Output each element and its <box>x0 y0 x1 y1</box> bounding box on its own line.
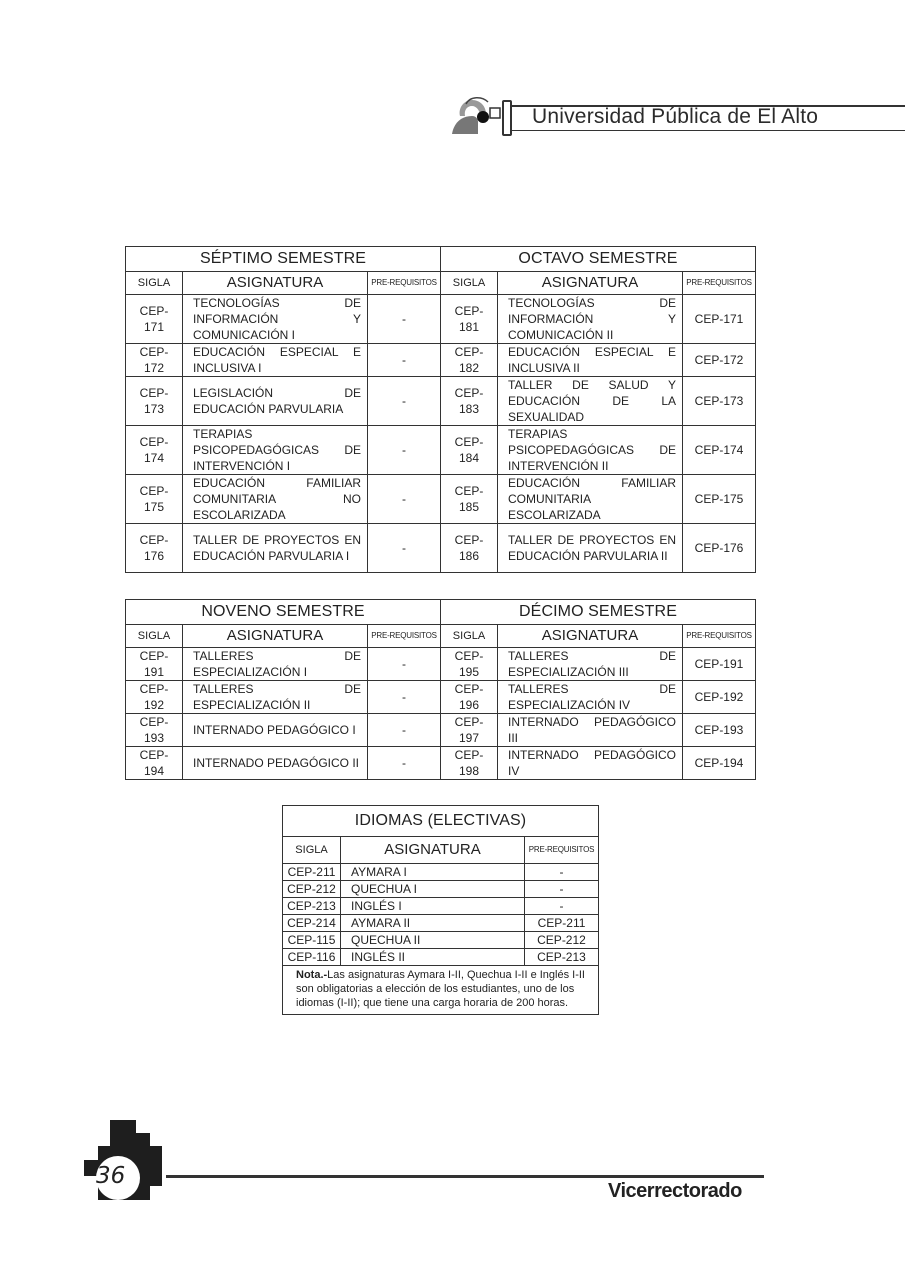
languages-table <box>282 805 599 1015</box>
course-code: CEP-186 <box>441 524 498 573</box>
table-row <box>126 714 756 747</box>
table-row <box>283 949 599 966</box>
table-row <box>283 915 599 932</box>
course-code: CEP-183 <box>441 377 498 426</box>
semester-title-left: SÉPTIMO SEMESTRE <box>126 247 441 272</box>
col-header-asignatura: ASIGNATURA <box>341 837 525 864</box>
col-header-sigla: SIGLA <box>283 837 341 864</box>
course-prereq: - <box>368 295 441 344</box>
page-header <box>450 92 905 142</box>
course-code: CEP-191 <box>126 648 183 681</box>
course-name: INGLÉS II <box>341 949 525 966</box>
semester-table-7-8 <box>125 246 756 573</box>
col-header-sigla: SIGLA <box>126 625 183 648</box>
course-name: TERAPIAS PSICOPEDAGÓGICAS DE INTERVENCIÓN I <box>183 426 368 475</box>
table-row <box>126 295 756 344</box>
course-name: TALLERES DE ESPECIALIZACIÓN IV <box>498 681 683 714</box>
course-prereq: - <box>368 524 441 573</box>
course-prereq: CEP-172 <box>683 344 756 377</box>
course-prereq: CEP-174 <box>683 426 756 475</box>
course-code: CEP-116 <box>283 949 341 966</box>
course-prereq: - <box>368 681 441 714</box>
course-prereq: - <box>525 881 599 898</box>
course-name: AYMARA II <box>341 915 525 932</box>
note-label: Nota.- <box>296 969 328 981</box>
course-name: TERAPIAS PSICOPEDAGÓGICAS DE INTERVENCIÓN II <box>498 426 683 475</box>
course-code: CEP-184 <box>441 426 498 475</box>
course-name: INGLÉS I <box>341 898 525 915</box>
course-code: CEP-115 <box>283 932 341 949</box>
course-name: INTERNADO PEDAGÓGICO I <box>183 714 368 747</box>
course-prereq: CEP-212 <box>525 932 599 949</box>
course-code: CEP-212 <box>283 881 341 898</box>
vicerrectorado-logo: Vicerrectorado <box>608 1180 742 1202</box>
course-code: CEP-211 <box>283 864 341 881</box>
course-prereq: CEP-213 <box>525 949 599 966</box>
course-code: CEP-175 <box>126 475 183 524</box>
col-header-sigla: SIGLA <box>126 272 183 295</box>
course-prereq: CEP-211 <box>525 915 599 932</box>
course-prereq: CEP-191 <box>683 648 756 681</box>
course-code: CEP-173 <box>126 377 183 426</box>
course-code: CEP-195 <box>441 648 498 681</box>
course-name: TECNOLOGÍAS DE INFORMACIÓN Y COMUNICACIÓN II <box>498 295 683 344</box>
course-code: CEP-194 <box>126 747 183 780</box>
col-header-asignatura: ASIGNATURA <box>498 272 683 295</box>
note-row <box>283 966 599 1015</box>
course-prereq: CEP-176 <box>683 524 756 573</box>
note-text: Las asignaturas Aymara I-II, Quechua I-II e Inglés I-II son obligatorias a elección de los estudiantes, uno de los idiomas (I-II); que tiene una carga horaria de 200 horas. <box>296 969 585 1009</box>
course-code: CEP-174 <box>126 426 183 475</box>
col-header-sigla: SIGLA <box>441 272 498 295</box>
course-name: INTERNADO PEDAGÓGICO III <box>498 714 683 747</box>
course-prereq: - <box>368 714 441 747</box>
col-header-asignatura: ASIGNATURA <box>183 272 368 295</box>
course-name: TALLERES DE ESPECIALIZACIÓN II <box>183 681 368 714</box>
table-row <box>126 681 756 714</box>
course-prereq: CEP-175 <box>683 475 756 524</box>
course-prereq: - <box>368 377 441 426</box>
page-number: 36 <box>96 1163 126 1189</box>
footer-rule <box>166 1175 764 1178</box>
semester-title-right: OCTAVO SEMESTRE <box>441 247 756 272</box>
course-name: QUECHUA I <box>341 881 525 898</box>
course-prereq: CEP-171 <box>683 295 756 344</box>
course-name: EDUCACIÓN FAMILIAR COMUNITARIA ESCOLARIZADA <box>498 475 683 524</box>
university-title: Universidad Pública de El Alto <box>532 105 819 128</box>
course-name: EDUCACIÓN FAMILIAR COMUNITARIA NO ESCOLARIZADA <box>183 475 368 524</box>
course-code: CEP-181 <box>441 295 498 344</box>
course-name: INTERNADO PEDAGÓGICO IV <box>498 747 683 780</box>
table-row <box>126 648 756 681</box>
course-name: EDUCACIÓN ESPECIAL E INCLUSIVA II <box>498 344 683 377</box>
table-row <box>126 524 756 573</box>
course-name: TECNOLOGÍAS DE INFORMACIÓN Y COMUNICACIÓN I <box>183 295 368 344</box>
course-code: CEP-185 <box>441 475 498 524</box>
course-code: CEP-198 <box>441 747 498 780</box>
col-header-prereq: PRE-REQUISITOS <box>368 625 441 648</box>
course-name: TALLER DE SALUD Y EDUCACIÓN DE LA SEXUALIDAD <box>498 377 683 426</box>
course-prereq: CEP-193 <box>683 714 756 747</box>
course-name: TALLERES DE ESPECIALIZACIÓN III <box>498 648 683 681</box>
table-row <box>126 475 756 524</box>
languages-note <box>283 966 599 1015</box>
course-prereq: CEP-173 <box>683 377 756 426</box>
course-name: EDUCACIÓN ESPECIAL E INCLUSIVA I <box>183 344 368 377</box>
course-prereq: CEP-194 <box>683 747 756 780</box>
course-code: CEP-214 <box>283 915 341 932</box>
table-row <box>126 344 756 377</box>
col-header-prereq: PRE-REQUISITOS <box>368 272 441 295</box>
course-prereq: - <box>368 648 441 681</box>
course-name: QUECHUA II <box>341 932 525 949</box>
semester-title-left: NOVENO SEMESTRE <box>126 600 441 625</box>
table-row <box>283 864 599 881</box>
course-code: CEP-213 <box>283 898 341 915</box>
course-prereq: - <box>368 747 441 780</box>
semester-title-right: DÉCIMO SEMESTRE <box>441 600 756 625</box>
table-row <box>283 881 599 898</box>
course-name: AYMARA I <box>341 864 525 881</box>
course-name: INTERNADO PEDAGÓGICO II <box>183 747 368 780</box>
course-code: CEP-197 <box>441 714 498 747</box>
table-row <box>126 426 756 475</box>
languages-title: IDIOMAS (ELECTIVAS) <box>283 806 599 837</box>
course-code: CEP-176 <box>126 524 183 573</box>
course-prereq: CEP-192 <box>683 681 756 714</box>
col-header-prereq: PRE-REQUISITOS <box>525 837 599 864</box>
col-header-prereq: PRE-REQUISITOS <box>683 272 756 295</box>
table-row <box>283 898 599 915</box>
course-prereq: - <box>525 864 599 881</box>
col-header-sigla: SIGLA <box>441 625 498 648</box>
university-logo-icon <box>450 94 502 136</box>
table-row <box>126 747 756 780</box>
course-code: CEP-192 <box>126 681 183 714</box>
col-header-asignatura: ASIGNATURA <box>498 625 683 648</box>
course-prereq: - <box>368 344 441 377</box>
course-name: TALLERES DE ESPECIALIZACIÓN I <box>183 648 368 681</box>
course-prereq: - <box>368 426 441 475</box>
course-prereq: - <box>525 898 599 915</box>
col-header-prereq: PRE-REQUISITOS <box>683 625 756 648</box>
course-code: CEP-172 <box>126 344 183 377</box>
course-code: CEP-171 <box>126 295 183 344</box>
course-code: CEP-182 <box>441 344 498 377</box>
semester-table-9-10 <box>125 599 756 780</box>
header-rule-bottom <box>510 130 905 131</box>
table-row <box>283 932 599 949</box>
course-name: LEGISLACIÓN DE EDUCACIÓN PARVULARIA <box>183 377 368 426</box>
course-name: TALLER DE PROYECTOS EN EDUCACIÓN PARVULARIA II <box>498 524 683 573</box>
header-frame <box>502 100 512 136</box>
course-code: CEP-196 <box>441 681 498 714</box>
course-name: TALLER DE PROYECTOS EN EDUCACIÓN PARVULARIA I <box>183 524 368 573</box>
course-code: CEP-193 <box>126 714 183 747</box>
course-prereq: - <box>368 475 441 524</box>
table-row <box>126 377 756 426</box>
col-header-asignatura: ASIGNATURA <box>183 625 368 648</box>
